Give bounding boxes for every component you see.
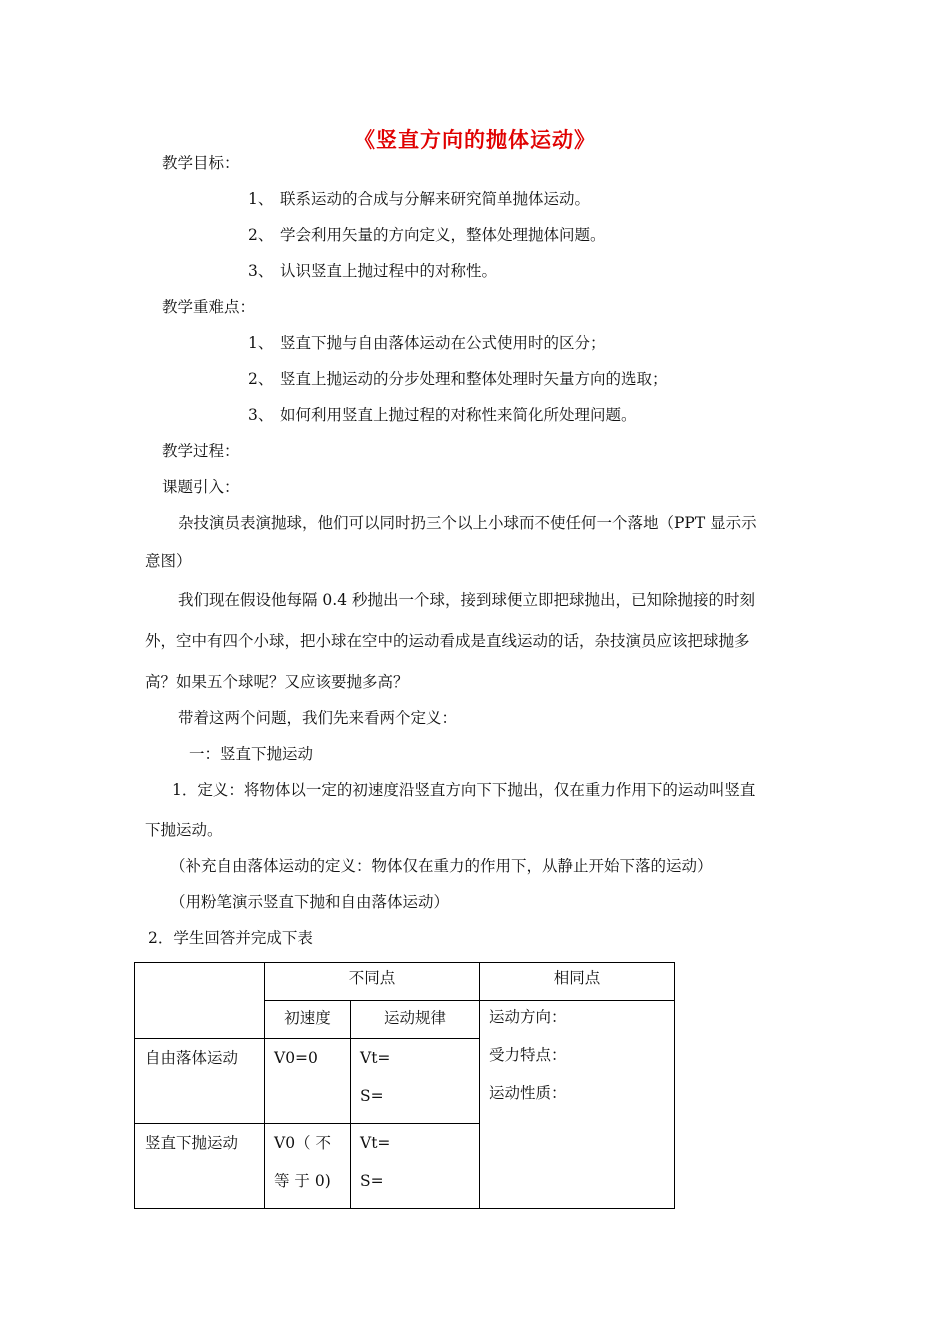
paragraph-1-line-1: 杂技演员表演抛球，他们可以同时扔三个以上小球而不使任何一个落地（PPT 显示示: [178, 514, 757, 532]
objective-item-2: [248, 225, 606, 245]
objectives-heading: 教学目标：: [162, 154, 240, 172]
law-vt: Vt=: [360, 1134, 391, 1152]
law-s: S=: [360, 1172, 384, 1190]
motion-law-header: 运动规律: [351, 1001, 480, 1039]
paragraph-2-line-3: 高？如果五个球呢？又应该要抛多高？: [145, 673, 409, 691]
intro-heading: 课题引入：: [162, 478, 240, 496]
item-number: 1、: [248, 334, 274, 352]
initial-velocity-header: 初速度: [265, 1001, 351, 1039]
row-law-cell: [351, 1124, 480, 1209]
definition-line-1: 1．定义：将物体以一定的初速度沿竖直方向下下抛出，仅在重力作用下的运动叫竖直: [172, 781, 756, 799]
row-name-cell: 竖直下抛运动: [135, 1124, 265, 1209]
key-point-item-1: [248, 333, 606, 353]
row-v0-cell: V0（ 不 等 于 0): [265, 1124, 351, 1209]
item-number: 2、: [248, 370, 274, 388]
objective-item-3: [248, 261, 497, 281]
item-text: 如何利用竖直上抛过程的对称性来简化所处理问题。: [280, 406, 637, 424]
table-header-row: [135, 963, 675, 1001]
same-points-cell: [480, 1001, 675, 1209]
key-points-heading: 教学重难点：: [162, 298, 256, 316]
paragraph-2-line-1: 我们现在假设他每隔 0.4 秒抛出一个球，接到球便立即把球抛出，已知除抛接的时刻: [178, 591, 756, 609]
paragraph-2-line-2: 外，空中有四个小球，把小球在空中的运动看成是直线运动的话，杂技演员应该把球抛多: [145, 632, 750, 650]
paragraph-3: 带着这两个问题，我们先来看两个定义：: [178, 709, 458, 727]
same-point-nature: 运动性质：: [489, 1084, 567, 1102]
paragraph-1-line-2: 意图）: [145, 552, 192, 570]
row-law-cell: [351, 1039, 480, 1124]
item-number: 3、: [248, 262, 274, 280]
comparison-table: [134, 962, 675, 1209]
document-title: 《竖直方向的抛体运动》: [354, 127, 596, 152]
supplement-note: （补充自由落体运动的定义：物体仅在重力的作用下，从静止开始下落的运动）: [170, 857, 713, 875]
item-text: 竖直下抛与自由落体运动在公式使用时的区分；: [280, 334, 606, 352]
item-text: 竖直上抛运动的分步处理和整体处理时矢量方向的选取；: [280, 370, 668, 388]
task-instruction: 2．学生回答并完成下表: [148, 929, 313, 947]
row-v0-cell: V0=0: [265, 1039, 351, 1124]
same-point-force: 受力特点：: [489, 1046, 567, 1064]
objective-item-1: [248, 189, 590, 209]
law-s: S=: [360, 1087, 384, 1105]
key-point-item-2: [248, 369, 668, 389]
item-text: 联系运动的合成与分解来研究简单抛体运动。: [280, 190, 591, 208]
section-1-heading: 一：竖直下抛运动: [189, 745, 314, 763]
definition-line-2: 下抛运动。: [145, 821, 223, 839]
process-heading: 教学过程：: [162, 442, 240, 460]
row-name-cell: 自由落体运动: [135, 1039, 265, 1124]
item-number: 3、: [248, 406, 274, 424]
law-vt: Vt=: [360, 1049, 391, 1067]
same-point-direction: 运动方向：: [489, 1008, 567, 1026]
demo-note: （用粉笔演示竖直下抛和自由落体运动）: [170, 893, 450, 911]
item-text: 认识竖直上抛过程中的对称性。: [280, 262, 498, 280]
different-points-header: 不同点: [265, 963, 480, 1001]
item-text: 学会利用矢量的方向定义，整体处理抛体问题。: [280, 226, 606, 244]
same-points-header: 相同点: [480, 963, 675, 1001]
key-point-item-3: [248, 405, 637, 425]
empty-corner-cell: [135, 963, 265, 1039]
item-number: 1、: [248, 190, 274, 208]
item-number: 2、: [248, 226, 274, 244]
